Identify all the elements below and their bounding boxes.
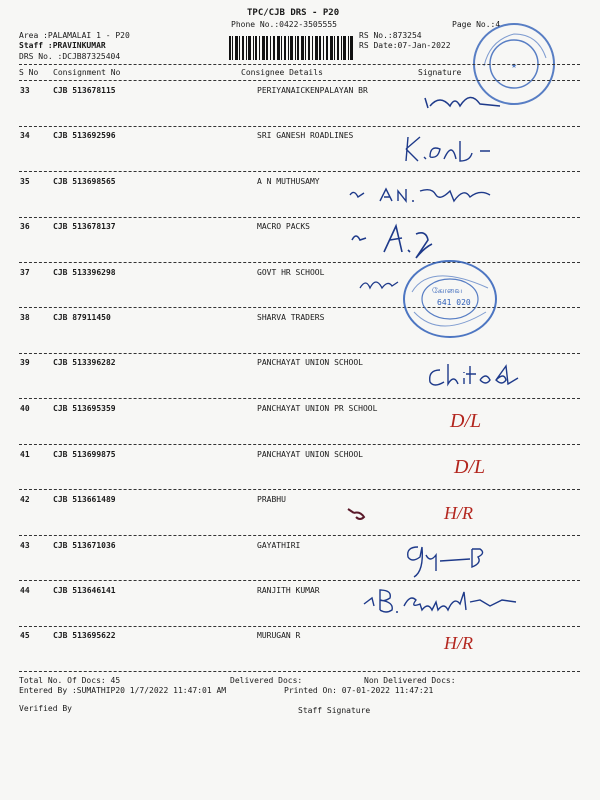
serial-number: 43 bbox=[20, 541, 30, 550]
divider bbox=[19, 444, 580, 445]
staff-signature-label: Staff Signature bbox=[298, 706, 371, 715]
divider bbox=[19, 80, 580, 81]
signature-scribble bbox=[340, 541, 580, 581]
consignment-number: CJB 513661489 bbox=[53, 495, 116, 504]
consignment-number: CJB 513396298 bbox=[53, 268, 116, 277]
area-label: Area :PALAMALAI 1 - P20 bbox=[19, 31, 130, 40]
serial-number: 39 bbox=[20, 358, 30, 367]
divider bbox=[19, 671, 580, 672]
consignment-number: CJB 513678115 bbox=[53, 86, 116, 95]
document-title: TPC/CJB DRS - P20 bbox=[247, 8, 340, 18]
col-sno-header: S No bbox=[19, 68, 39, 77]
drs-number: DRS No. :DCJB87325404 bbox=[19, 52, 121, 61]
non-delivered-docs: Non Delivered Docs: bbox=[364, 676, 456, 685]
divider bbox=[19, 217, 580, 218]
consignee-name: GAYATHIRI bbox=[257, 541, 301, 550]
table-row bbox=[0, 86, 600, 131]
serial-number: 41 bbox=[20, 450, 30, 459]
consignee-name: PERIYANAICKENPALAYAN BR bbox=[257, 86, 368, 95]
serial-number: 36 bbox=[20, 222, 30, 231]
svg-text:★: ★ bbox=[510, 62, 518, 70]
signature-scribble bbox=[340, 222, 580, 262]
verified-by: Verified By bbox=[19, 704, 72, 713]
consignee-name: A N MUTHUSAMY bbox=[257, 177, 320, 186]
table-row bbox=[0, 222, 600, 267]
divider bbox=[19, 580, 580, 581]
stamp-pincode-text: 641 020 bbox=[437, 298, 471, 307]
page-number: Page No.:4 bbox=[452, 20, 501, 29]
table-row bbox=[0, 358, 600, 403]
table-row bbox=[0, 631, 600, 676]
signature-scribble bbox=[340, 86, 580, 126]
signature-scribble bbox=[340, 358, 580, 398]
consignee-name: PANCHAYAT UNION SCHOOL bbox=[257, 358, 363, 367]
table-row bbox=[0, 313, 600, 358]
serial-number: 34 bbox=[20, 131, 30, 140]
staff-label: Staff :PRAVINKUMAR bbox=[19, 41, 106, 50]
handwritten-note: H/R bbox=[444, 503, 473, 523]
divider bbox=[19, 64, 580, 65]
signature-scribble bbox=[340, 177, 580, 217]
consignee-name: MACRO PACKS bbox=[257, 222, 310, 231]
divider bbox=[19, 126, 580, 127]
rs-date: RS Date:07-Jan-2022 bbox=[359, 41, 451, 50]
handwritten-note: D/L bbox=[454, 456, 486, 478]
handwritten-note: D/L bbox=[450, 410, 482, 432]
divider bbox=[19, 171, 580, 172]
rs-number: RS No.:873254 bbox=[359, 31, 422, 40]
col-consignment-header: Consignment No bbox=[53, 68, 121, 77]
col-consignee-header: Consignee Details bbox=[241, 68, 323, 77]
serial-number: 42 bbox=[20, 495, 30, 504]
barcode bbox=[229, 36, 353, 60]
delivered-docs: Delivered Docs: bbox=[230, 676, 303, 685]
ink-smudge bbox=[346, 505, 372, 523]
table-row bbox=[0, 131, 600, 176]
signature-scribble bbox=[340, 586, 580, 626]
consignment-number: CJB 513396282 bbox=[53, 358, 116, 367]
consignment-number: CJB 513695359 bbox=[53, 404, 116, 413]
consignee-name: PANCHAYAT UNION PR SCHOOL bbox=[257, 404, 378, 413]
consignment-number: CJB 513692596 bbox=[53, 131, 116, 140]
table-row bbox=[0, 177, 600, 222]
total-docs: Total No. Of Docs: 45 bbox=[19, 676, 121, 685]
handwritten-note: H/R bbox=[444, 633, 473, 653]
entered-by: Entered By :SUMATHIP20 1/7/2022 11:47:01 AM bbox=[19, 686, 227, 695]
consignment-number: CJB 513671036 bbox=[53, 541, 116, 550]
consignee-name: MURUGAN R bbox=[257, 631, 301, 640]
consignee-name: SHARVA TRADERS bbox=[257, 313, 325, 322]
divider bbox=[19, 535, 580, 536]
consignee-name: PANCHAYAT UNION SCHOOL bbox=[257, 450, 363, 459]
divider bbox=[19, 353, 580, 354]
consignee-name: RANJITH KUMAR bbox=[257, 586, 320, 595]
table-row bbox=[0, 495, 600, 540]
table-row bbox=[0, 404, 600, 449]
consignment-number: CJB 513646141 bbox=[53, 586, 116, 595]
consignment-number: CJB 513695622 bbox=[53, 631, 116, 640]
consignee-name: GOVT HR SCHOOL bbox=[257, 268, 325, 277]
phone-number: Phone No.:0422-3505555 bbox=[231, 20, 337, 29]
divider bbox=[19, 398, 580, 399]
col-signature-header: Signature bbox=[418, 68, 462, 77]
divider bbox=[19, 489, 580, 490]
printed-on: Printed On: 07-01-2022 11:47:21 bbox=[284, 686, 434, 695]
serial-number: 38 bbox=[20, 313, 30, 322]
divider bbox=[19, 626, 580, 627]
consignment-number: CJB 513699875 bbox=[53, 450, 116, 459]
stamp-city-text: கோவை bbox=[432, 286, 463, 295]
consignment-number: CJB 513698565 bbox=[53, 177, 116, 186]
consignment-number: CJB 513678137 bbox=[53, 222, 116, 231]
consignee-name: SRI GANESH ROADLINES bbox=[257, 131, 354, 140]
serial-number: 37 bbox=[20, 268, 30, 277]
table-row bbox=[0, 586, 600, 631]
consignment-number: CJB 87911450 bbox=[53, 313, 111, 322]
serial-number: 35 bbox=[20, 177, 30, 186]
serial-number: 45 bbox=[20, 631, 30, 640]
serial-number: 44 bbox=[20, 586, 30, 595]
signature-scribble bbox=[340, 131, 580, 171]
consignee-name: PRABHU bbox=[257, 495, 286, 504]
serial-number: 40 bbox=[20, 404, 30, 413]
serial-number: 33 bbox=[20, 86, 30, 95]
